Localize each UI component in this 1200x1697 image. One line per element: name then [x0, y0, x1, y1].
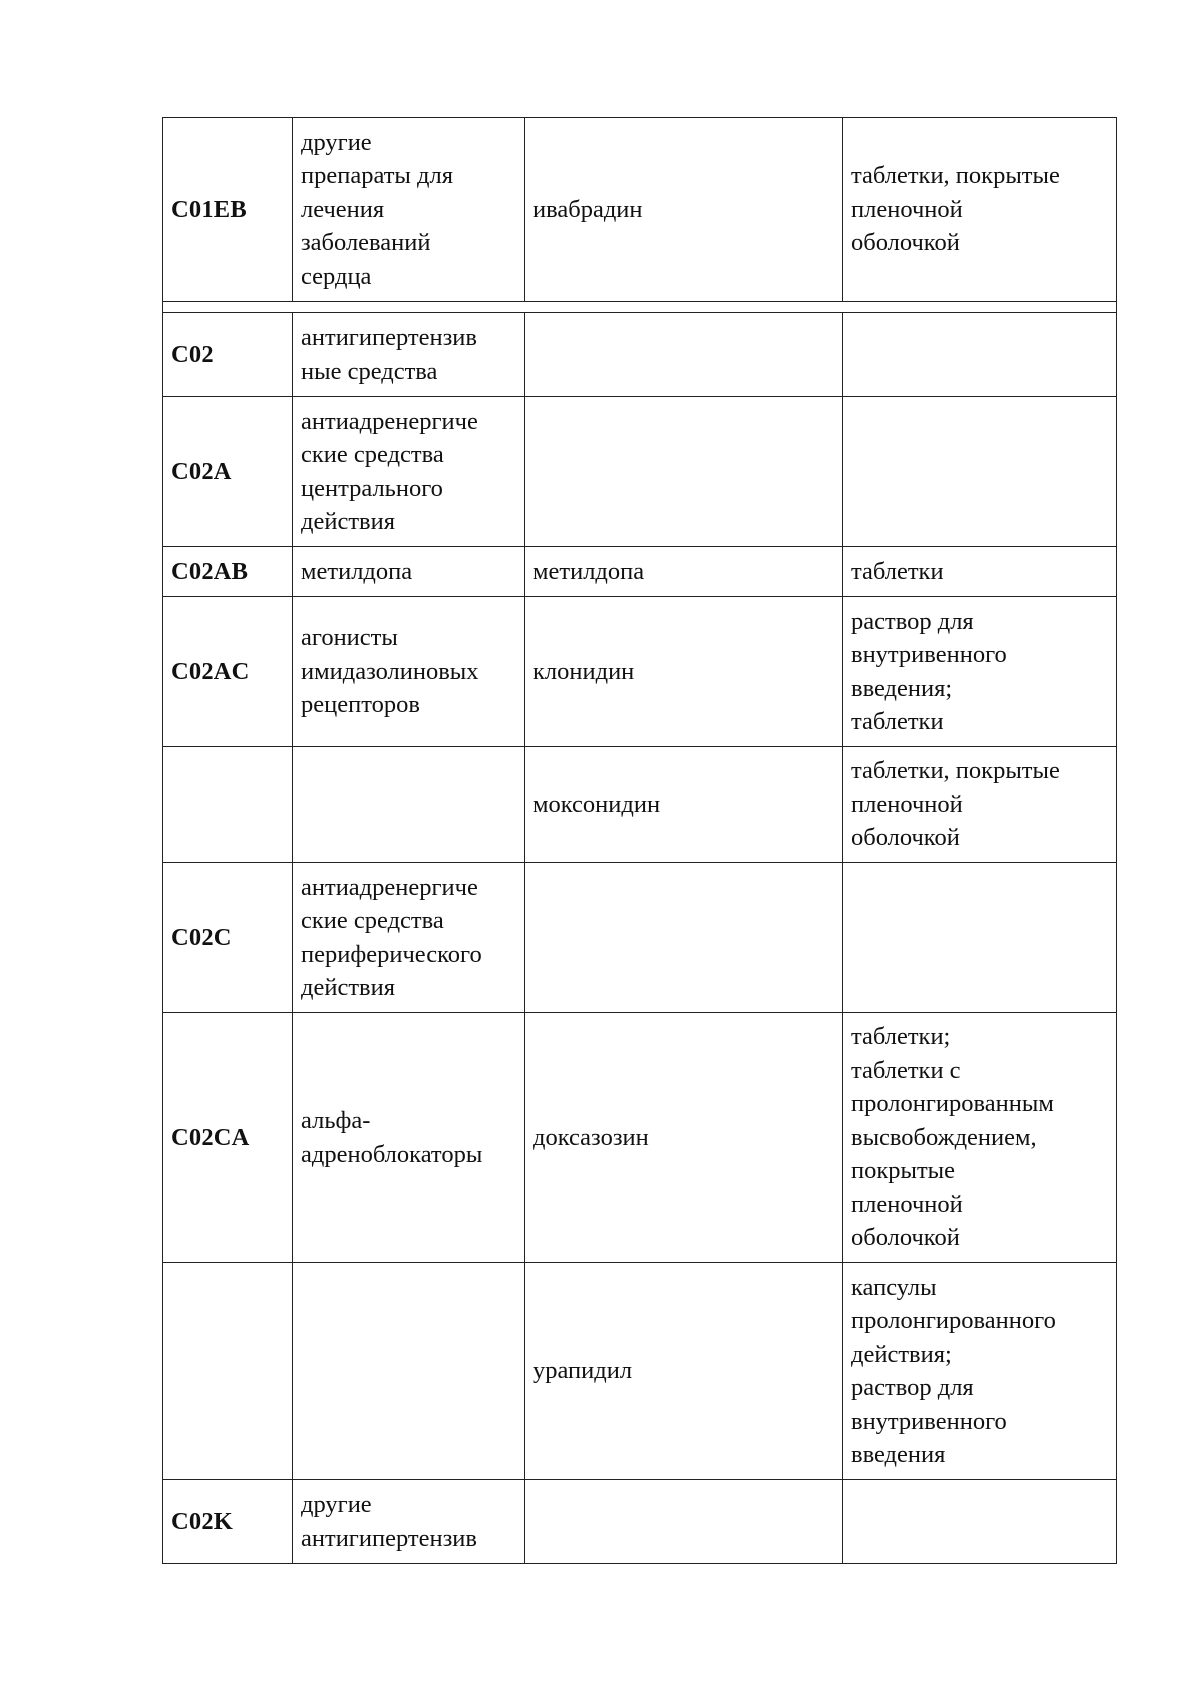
form-line: покрытые	[851, 1157, 956, 1185]
form-cell	[843, 1013, 1117, 1263]
form-line: введения;	[851, 674, 953, 702]
table-row	[163, 1013, 1117, 1263]
atc-code-cell: C02AB	[163, 547, 293, 597]
substance-cell: ивабрадин	[525, 118, 843, 302]
table-row	[163, 747, 1117, 863]
substance-cell	[525, 863, 843, 1013]
group-line: периферического	[301, 940, 482, 968]
substance-cell: доксазозин	[525, 1013, 843, 1263]
form-cell	[843, 597, 1117, 747]
form-cell	[843, 1480, 1117, 1564]
form-line: таблетки, покрытые	[851, 162, 1060, 190]
group-line: ные средства	[301, 357, 438, 385]
group-cell	[293, 397, 525, 547]
atc-code-cell	[163, 1263, 293, 1480]
group-cell	[293, 863, 525, 1013]
atc-code-cell: C02A	[163, 397, 293, 547]
form-line: пленочной	[851, 195, 963, 223]
group-line: антиадренергиче	[301, 873, 478, 901]
atc-code-cell: C02CA	[163, 1013, 293, 1263]
form-cell	[843, 313, 1117, 397]
group-line: адреноблокаторы	[301, 1140, 483, 1168]
group-line: имидазолиновых	[301, 657, 479, 685]
group-line: агонисты	[301, 624, 398, 652]
group-cell	[293, 1263, 525, 1480]
group-line: другие	[301, 1491, 372, 1518]
form-line: пленочной	[851, 790, 963, 818]
spacer-row	[163, 302, 1117, 313]
form-line: таблетки;	[851, 1023, 951, 1051]
group-line: другие	[301, 128, 372, 156]
form-line: таблетки	[851, 557, 944, 585]
table-row	[163, 397, 1117, 547]
form-cell	[843, 397, 1117, 547]
substance-cell	[525, 313, 843, 397]
group-cell	[293, 313, 525, 397]
form-line: высвобождением,	[851, 1123, 1037, 1151]
group-line: рецепторов	[301, 691, 420, 719]
substance-cell	[525, 1480, 843, 1564]
form-line: внутривенного	[851, 1407, 1007, 1435]
table-row	[163, 597, 1117, 747]
group-cell	[293, 118, 525, 302]
substance-cell: моксонидин	[525, 747, 843, 863]
table-row	[163, 1263, 1117, 1480]
form-line: действия;	[851, 1340, 952, 1368]
group-cell	[293, 747, 525, 863]
table-row	[163, 1480, 1117, 1564]
group-line: антигипертензив	[301, 324, 477, 351]
form-line: оболочкой	[851, 229, 960, 257]
form-line: таблетки	[851, 708, 944, 735]
group-line: действия	[301, 974, 395, 1001]
group-line: лечения	[301, 195, 385, 223]
form-line: раствор для	[851, 1374, 974, 1401]
form-line: внутривенного	[851, 641, 1007, 668]
group-line: антигипертензив	[301, 1524, 477, 1552]
atc-code-cell: C01EB	[163, 118, 293, 302]
substance-cell	[525, 397, 843, 547]
group-cell	[293, 597, 525, 747]
group-line: ские средства	[301, 907, 444, 934]
form-line: пролонгированного	[851, 1307, 1056, 1334]
form-cell	[843, 1263, 1117, 1480]
atc-code-cell: C02	[163, 313, 293, 397]
form-cell	[843, 863, 1117, 1013]
form-line: таблетки с	[851, 1056, 961, 1084]
group-line: альфа-	[301, 1107, 371, 1134]
form-line: оболочкой	[851, 824, 960, 852]
group-line: препараты для	[301, 162, 453, 190]
form-cell	[843, 747, 1117, 863]
form-line: пленочной	[851, 1190, 963, 1218]
substance-cell: метилдопа	[525, 547, 843, 597]
spacer-cell	[163, 302, 1117, 313]
group-cell	[293, 1480, 525, 1564]
atc-code-cell: C02K	[163, 1480, 293, 1564]
group-line: ские средства	[301, 441, 444, 468]
substance-cell: урапидил	[525, 1263, 843, 1480]
group-line: антиадренергиче	[301, 407, 478, 435]
group-cell	[293, 547, 525, 597]
group-line: метилдопа	[301, 557, 413, 585]
group-line: действия	[301, 508, 395, 535]
atc-code-cell: C02C	[163, 863, 293, 1013]
form-line: оболочкой	[851, 1224, 960, 1252]
group-cell	[293, 1013, 525, 1263]
form-line: раствор для	[851, 607, 974, 635]
form-line: таблетки, покрытые	[851, 757, 1060, 785]
form-line: введения	[851, 1441, 946, 1468]
table-row	[163, 547, 1117, 597]
form-line: капсулы	[851, 1273, 937, 1301]
group-line: заболеваний	[301, 229, 431, 257]
atc-code-cell	[163, 747, 293, 863]
drug-classification-table	[162, 117, 1117, 1564]
form-cell	[843, 547, 1117, 597]
table-row	[163, 118, 1117, 302]
table-row	[163, 863, 1117, 1013]
group-line: сердца	[301, 262, 372, 290]
form-cell	[843, 118, 1117, 302]
atc-code-cell: C02AC	[163, 597, 293, 747]
substance-cell: клонидин	[525, 597, 843, 747]
table-row	[163, 313, 1117, 397]
group-line: центрального	[301, 474, 443, 502]
form-line: пролонгированным	[851, 1090, 1054, 1118]
